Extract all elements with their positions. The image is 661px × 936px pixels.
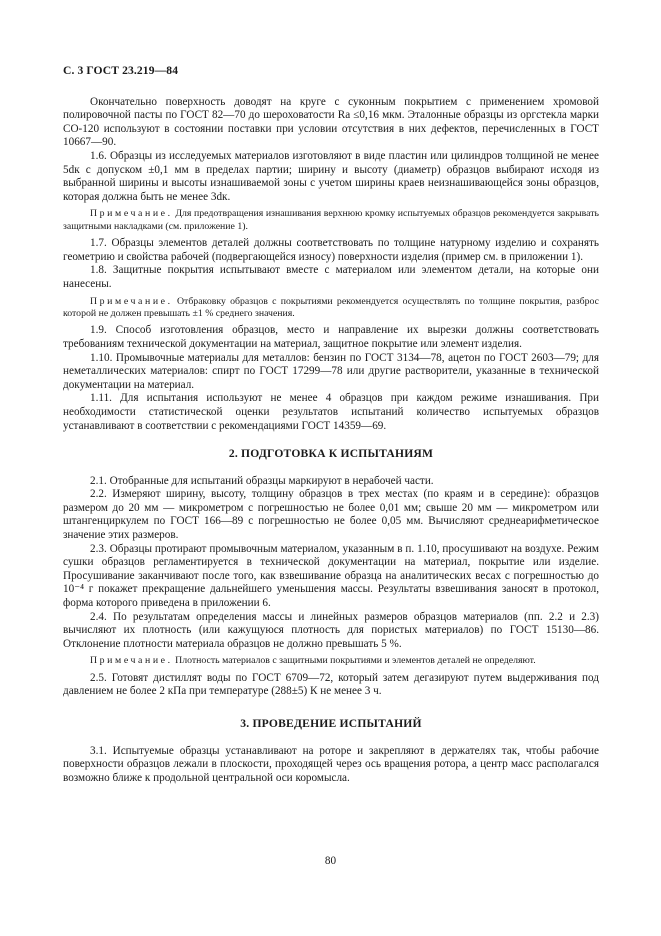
section-title-3: 3. ПРОВЕДЕНИЕ ИСПЫТАНИЙ xyxy=(240,717,422,730)
paragraph-2-4: 2.4. По результатам определения массы и линейных размеров образцов материалов (пп. 2.2 и 2.3) вычисляют их плотность (или кажущуюся плотность для пористых материалов) по ГОСТ 15130—86. Отклонение плотности материала образцов не должно превышать 5 %. xyxy=(63,610,599,650)
section-title-2: 2. ПОДГОТОВКА К ИСПЫТАНИЯМ xyxy=(228,447,434,461)
page-number: 80 xyxy=(324,855,337,867)
paragraph-1-6: 1.6. Образцы из исследуемых материалов изготовляют в виде пластин или цилиндров толщиной не менее 5dк с допуском ±0,1 мм в пределах партии; ширину и высоту (диаметр) образцов выбирают исходя из выбранной ширины и высоты изнашиваемой зоны с учетом ширины краев неизнашивающейся зоны образцов, которая должна быть не менее 3dк. xyxy=(63,149,599,203)
paragraph-1-9: 1.9. Способ изготовления образцов, место и направление их вырезки должны соответствовать требованиям технической документации на материал, защитное покрытие или элемент изделия. xyxy=(63,324,599,350)
paragraph-2-1: 2.1. Отобранные для испытаний образцы маркируют в нерабочей части. xyxy=(90,474,434,487)
page-header: С. 3 ГОСТ 23.219—84 xyxy=(63,64,179,77)
note-text: Плотность материалов с защитными покрытиями и элементов деталей не определяют. xyxy=(175,655,536,667)
note-text: Отбраковку образцов с покрытиями рекомендуется осуществлять по толщине покрытия, разброс которой не должен превышать ±1 % среднего значения. xyxy=(63,295,600,319)
note-label: Примечание. xyxy=(90,295,173,307)
paragraph-3-1: 3.1. Испытуемые образцы устанавливают на роторе и закрепляют в держателях так, чтобы рабочие поверхности образцов лежали в плоскости, проходящей через ось вращения ротора, а центр масс располагался возможно ближе к продольной центральной оси коромысла. xyxy=(63,744,599,784)
paragraph-intro: Окончательно поверхность доводят на круге с суконным покрытием с применением хромовой полировочной пасты по ГОСТ 82—70 до шероховатости Ra ≤0,16 мкм. Эталонные образцы из оргстекла марки СО-120 используют в состоянии поставки при условии отсутствия в них дефектов, перечисленных в ГОСТ 10667—90. xyxy=(63,95,599,149)
paragraph-2-2: 2.2. Измеряют ширину, высоту, толщину образцов в трех местах (по краям и в середине): образцов размером до 20 мм — микрометром с погрешностью не более 0,01 мм; свыше 20 мм — микрометром или штангенциркулем по ГОСТ 166—89 с погрешностью не более 0,05 мм. Вычисляют среднеарифметическое значение этих размеров. xyxy=(63,488,599,542)
paragraph-1-11: 1.11. Для испытания используют не менее 4 образцов при каждом режиме изнашивания. При необходимости статистической оценки результатов испытаний количество испытуемых образцов устанавливают в соответствии с рекомендациями ГОСТ 14359—69. xyxy=(63,392,599,432)
paragraph-1-10: 1.10. Промывочные материалы для металлов: бензин по ГОСТ 3134—78, ацетон по ГОСТ 2603—79; для неметаллических материалов: спирт по ГОСТ 17299—78 или другие растворители, указанные в технической документации на материал. xyxy=(63,351,599,391)
note-1 xyxy=(63,208,599,233)
note-2 xyxy=(63,296,599,321)
paragraph-1-8: 1.8. Защитные покрытия испытывают вместе с материалом или элементом детали, на которые они нанесены. xyxy=(63,264,599,290)
paragraph-2-3: 2.3. Образцы протирают промывочным материалом, указанным в п. 1.10, просушивают на воздухе. Режим сушки образцов регламентируется в технической документации на материал, покрытие или изделие. Просушивание заканчивают после того, как взвешивание образца на аналитических весах с погрешностью до 10⁻⁴ г покажет прекращение дальнейшего уменьшения массы. Результаты взвешивания заносят в протокол, форма которого приведена в приложении 6. xyxy=(63,542,599,610)
note-label: Примечание. xyxy=(90,655,173,667)
paragraph-2-5: 2.5. Готовят дистиллят воды по ГОСТ 6709—72, который затем дегазируют путем выдерживания под давлением не более 2 кПа при температуре (288±5) К не менее 3 ч. xyxy=(63,671,599,698)
paragraph-1-7: 1.7. Образцы элементов деталей должны соответствовать по толщине натурному изделию и сохранять геометрию и свойства рабочей (подвергающейся износу) поверхности изделия (пример см. в приложении 1). xyxy=(63,237,599,263)
note-label: Примечание. xyxy=(90,208,173,220)
note-3 xyxy=(63,655,599,667)
note-text: Для предотвращения изнашивания верхнюю кромку испытуемых образцов рекомендуется закрывать защитными накладками (см. приложение 1). xyxy=(63,208,599,232)
document-page xyxy=(63,64,599,785)
